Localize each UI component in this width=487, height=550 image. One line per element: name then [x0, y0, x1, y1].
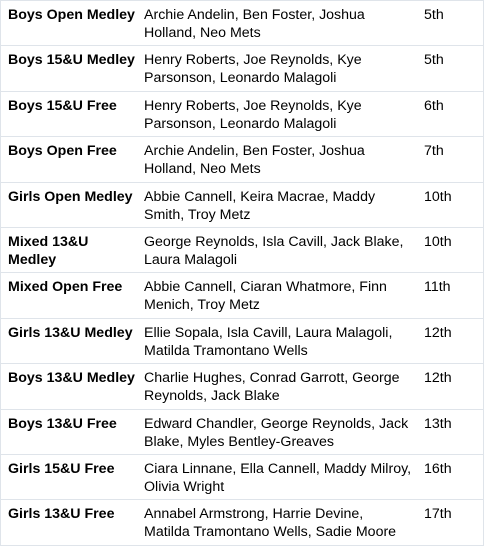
table-row — [1, 273, 483, 318]
swimmers-cell: Archie Andelin, Ben Foster, Joshua Holland, Neo Mets — [144, 143, 365, 178]
table-row — [1, 319, 483, 364]
event-cell: Boys Open Medley — [8, 7, 135, 23]
place-cell: 10th — [424, 188, 452, 205]
swimmers-cell: Ciara Linnane, Ella Cannell, Maddy Milroy, Olivia Wright — [144, 460, 412, 495]
table-row — [1, 46, 483, 91]
swimmers-cell: Annabel Armstrong, Harrie Devine, Matilda Tramontano Wells, Sadie Moore — [144, 506, 397, 541]
event-cell: Mixed 13&U Medley — [8, 233, 89, 268]
event-cell: Boys 15&U Medley — [8, 52, 135, 69]
place-cell: 5th — [424, 7, 444, 23]
event-cell: Girls Open Medley — [8, 188, 133, 205]
swimmers-cell: Charlie Hughes, Conrad Garrott, George Reynolds, Jack Blake — [144, 370, 400, 405]
swimmers-cell: Henry Roberts, Joe Reynolds, Kye Parsonson, Leonardo Malagoli — [144, 52, 362, 87]
event-cell: Girls 13&U Free — [8, 506, 115, 523]
place-cell: 13th — [424, 415, 452, 432]
place-cell: 6th — [424, 97, 444, 114]
table-row — [1, 137, 483, 182]
swimmers-cell: Archie Andelin, Ben Foster, Joshua Holland, Neo Mets — [144, 7, 365, 41]
table-row — [1, 183, 483, 228]
table-row — [1, 500, 483, 545]
swimmers-cell: Abbie Cannell, Ciaran Whatmore, Finn Menich, Troy Metz — [144, 279, 387, 314]
place-cell: 12th — [424, 324, 452, 341]
place-cell: 10th — [424, 233, 452, 250]
swimmers-cell: Edward Chandler, George Reynolds, Jack Blake, Myles Bentley-Greaves — [144, 415, 409, 450]
table-row — [1, 455, 483, 500]
event-cell: Mixed Open Free — [8, 279, 123, 296]
event-cell: Boys 13&U Free — [8, 415, 117, 432]
table-row — [1, 364, 483, 409]
place-cell: 5th — [424, 52, 444, 69]
event-cell: Boys Open Free — [8, 143, 117, 160]
event-cell: Girls 15&U Free — [8, 460, 115, 477]
table-row — [1, 410, 483, 455]
swimmers-cell: George Reynolds, Isla Cavill, Jack Blake, Laura Malagoli — [144, 233, 404, 268]
place-cell: 17th — [424, 506, 452, 523]
table-row — [1, 1, 483, 46]
place-cell: 11th — [424, 279, 451, 296]
event-cell: Boys 15&U Free — [8, 97, 117, 114]
swimmers-cell: Henry Roberts, Joe Reynolds, Kye Parsonson, Leonardo Malagoli — [144, 97, 362, 132]
swimmers-cell: Ellie Sopala, Isla Cavill, Laura Malagoli, Matilda Tramontano Wells — [144, 324, 393, 359]
place-cell: 16th — [424, 460, 452, 477]
swimmers-cell: Abbie Cannell, Keira Macrae, Maddy Smith, Troy Metz — [144, 188, 376, 223]
event-cell: Boys 13&U Medley — [8, 370, 135, 387]
table-row — [1, 92, 483, 137]
place-cell: 7th — [424, 143, 444, 160]
event-cell: Girls 13&U Medley — [8, 324, 133, 341]
table-row — [1, 228, 483, 273]
place-cell: 12th — [424, 370, 452, 387]
